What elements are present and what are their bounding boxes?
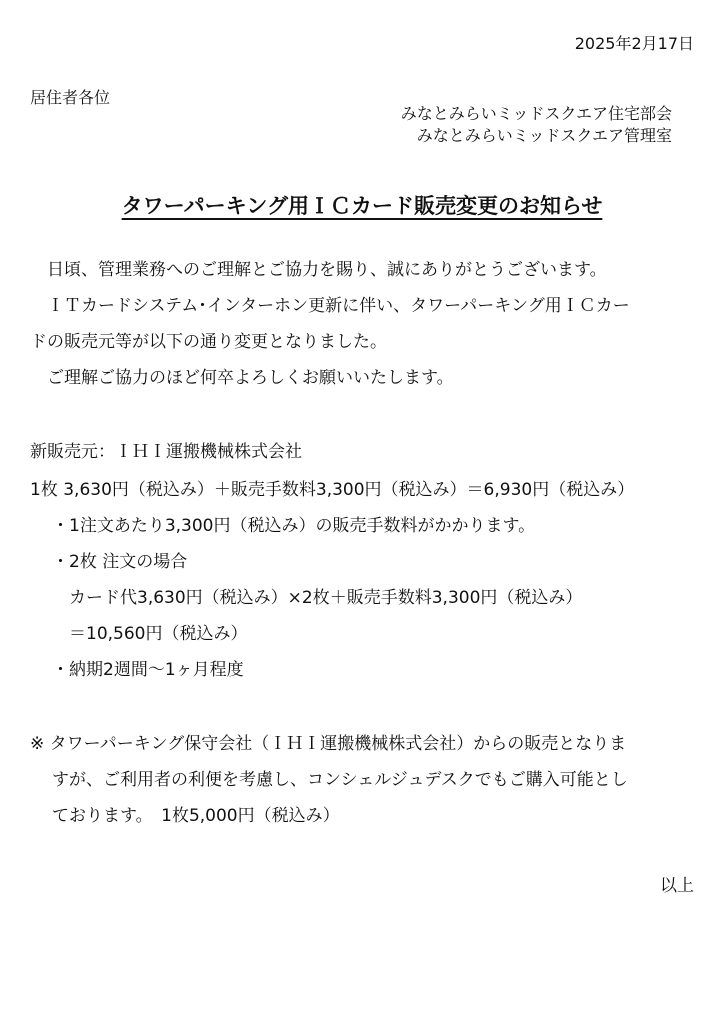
note-line: ております。 1枚5,000円（税込み） <box>52 806 340 826</box>
closing-mark: 以上 <box>660 876 694 896</box>
document-title: タワーパーキング用ＩＣカード販売変更のお知らせ <box>121 194 603 218</box>
body-line: ＩＴカードシステム･インターホン更新に伴い、タワーパーキング用ＩＣカー <box>30 296 630 316</box>
price-line: 1枚 3,630円（税込み）＋販売手数料3,300円（税込み）＝6,930円（税込み） <box>30 480 635 500</box>
bullet-two-cards: ・2枚 注文の場合 <box>52 552 188 572</box>
body-line: ドの販売元等が以下の通り変更となりました。 <box>30 332 387 352</box>
sender-housing-committee: みなとみらいミッドスクエア住宅部会 <box>400 104 672 123</box>
document-date: 2025年2月17日 <box>574 34 694 53</box>
two-cards-formula: カード代3,630円（税込み）×2枚＋販売手数料3,300円（税込み） <box>52 588 583 608</box>
bullet-delivery: ・納期2週間～1ヶ月程度 <box>52 660 244 680</box>
new-seller-line: 新販売元：ＩＨＩ運搬機械株式会社 <box>30 442 302 462</box>
bullet-fee: ・1注文あたり3,300円（税込み）の販売手数料がかかります。 <box>52 516 536 536</box>
sender-management-office: みなとみらいミッドスクエア管理室 <box>416 126 672 145</box>
body-line: 日頃、管理業務へのご理解とご協力を賜り、誠にありがとうございます。 <box>30 260 607 280</box>
recipient: 居住者各位 <box>30 88 111 107</box>
note-line: ※ タワーパーキング保守会社（ＩＨＩ運搬機械株式会社）からの販売となりま <box>30 734 627 754</box>
note-line: すが、ご利用者の利便を考慮し、コンシェルジュデスクでもご購入可能とし <box>52 770 628 790</box>
two-cards-total: ＝10,560円（税込み） <box>52 624 248 644</box>
body-line: ご理解ご協力のほど何卒よろしくお願いいたします。 <box>30 368 454 388</box>
